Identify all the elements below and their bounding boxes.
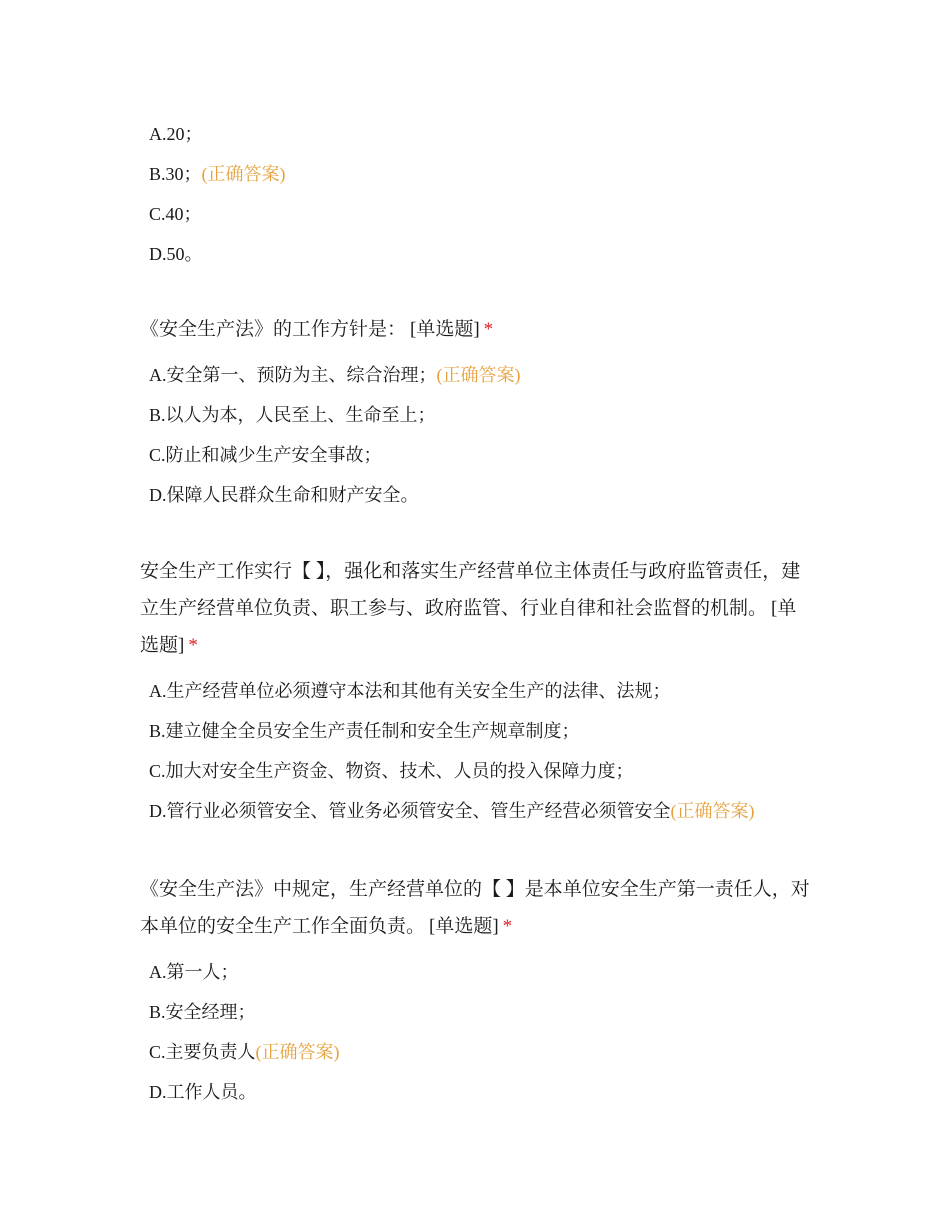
option-label: A.生产经营单位必须遵守本法和其他有关安全生产的法律、法规； xyxy=(149,681,671,701)
option-b[interactable] xyxy=(140,395,810,435)
option-d[interactable] xyxy=(140,791,810,831)
correct-answer-mark: (正确答案) xyxy=(201,164,286,184)
option-label: C.加大对安全生产资金、物资、技术、人员的投入保障力度； xyxy=(149,761,634,781)
option-label: D.工作人员。 xyxy=(149,1082,257,1102)
option-label: B.安全经理； xyxy=(149,1002,256,1022)
correct-answer-mark: (正确答案) xyxy=(670,801,755,821)
option-d[interactable] xyxy=(140,234,810,274)
option-a[interactable] xyxy=(140,952,810,992)
option-c[interactable] xyxy=(140,194,810,234)
question-type: [单选题] xyxy=(429,916,499,937)
option-label: C.40； xyxy=(149,204,202,224)
correct-answer-mark: (正确答案) xyxy=(436,365,521,385)
correct-answer-mark: (正确答案) xyxy=(255,1042,340,1062)
option-c[interactable] xyxy=(140,435,810,475)
option-d[interactable] xyxy=(140,475,810,515)
option-a[interactable] xyxy=(140,114,810,154)
option-b[interactable] xyxy=(140,711,810,751)
question-type: [单选题] xyxy=(410,319,480,340)
question-4 xyxy=(140,871,810,1112)
option-label: D.保障人民群众生命和财产安全。 xyxy=(149,485,419,505)
option-label: C.防止和减少生产安全事故； xyxy=(149,445,382,465)
option-label: A.20； xyxy=(149,124,203,144)
question-1-options xyxy=(140,114,810,274)
option-label: B.30； xyxy=(149,164,202,184)
option-b[interactable] xyxy=(140,154,810,194)
option-d[interactable] xyxy=(140,1072,810,1112)
option-a[interactable] xyxy=(140,355,810,395)
question-text xyxy=(140,311,810,348)
question-3 xyxy=(140,553,810,831)
question-2 xyxy=(140,311,810,515)
question-stem: 安全生产工作实行【 】，强化和落实生产经营单位主体责任与政府监管责任，建立生产经营单位负责、职工参与、政府监管、行业自律和社会监督的机制。 xyxy=(140,561,801,619)
question-stem: 《安全生产法》的工作方针是： xyxy=(140,319,407,340)
question-stem: 《安全生产法》中规定，生产经营单位的【 】是本单位安全生产第一责任人，对本单位的安全生产工作全面负责。 xyxy=(140,879,810,937)
option-b[interactable] xyxy=(140,992,810,1032)
question-text xyxy=(140,871,810,945)
required-asterisk: * xyxy=(483,319,494,340)
option-label: A.安全第一、预防为主、综合治理； xyxy=(149,365,437,385)
option-label: B.建立健全全员安全生产责任制和安全生产规章制度； xyxy=(149,721,580,741)
required-asterisk: * xyxy=(502,916,513,937)
option-label: D.50。 xyxy=(149,244,203,264)
option-a[interactable] xyxy=(140,671,810,711)
option-c[interactable] xyxy=(140,751,810,791)
required-asterisk: * xyxy=(188,635,198,656)
option-label: A.第一人； xyxy=(149,962,239,982)
option-c[interactable] xyxy=(140,1032,810,1072)
option-label: C.主要负责人 xyxy=(149,1042,256,1062)
option-label: B.以人为本，人民至上、生命至上； xyxy=(149,405,436,425)
question-text xyxy=(140,553,810,664)
option-label: D.管行业必须管安全、管业务必须管安全、管生产经营必须管安全 xyxy=(149,801,671,821)
question-type: [单选题] xyxy=(140,598,797,656)
